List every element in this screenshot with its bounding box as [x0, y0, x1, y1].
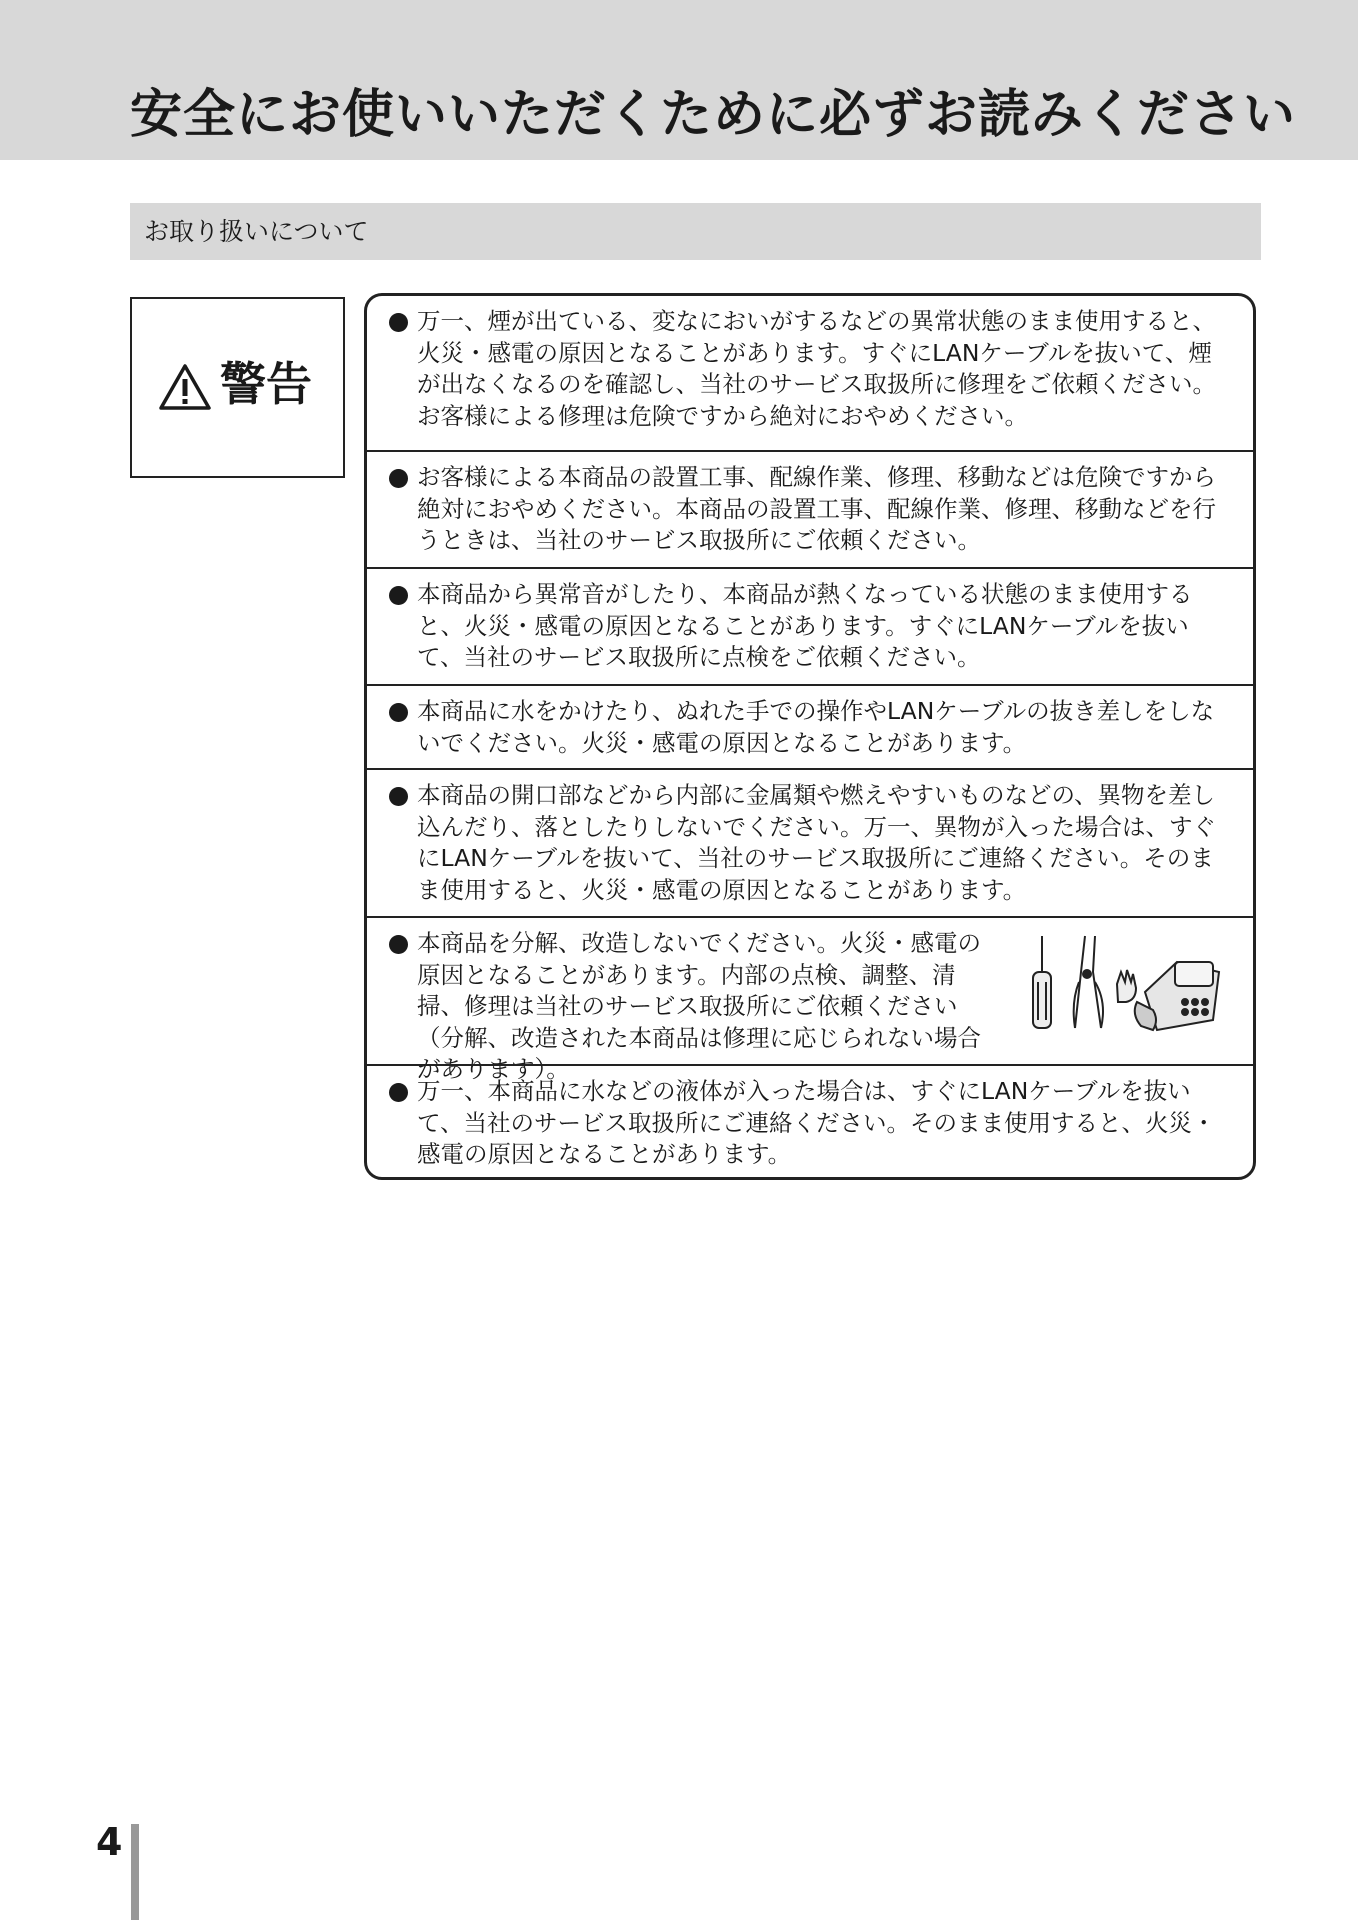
telephone-icon [1135, 962, 1219, 1030]
bullet-icon [389, 703, 408, 722]
warning-item [367, 916, 1253, 1083]
warning-item [367, 768, 1253, 916]
warning-item [367, 296, 1253, 450]
page-title: 安全にお使いいただくために必ずお読みください [130, 85, 1297, 145]
pliers-icon [1074, 936, 1103, 1028]
section-header [130, 203, 1261, 260]
warning-item-text: 本商品を分解、改造しないでください。火災・感電の原因となることがあります。内部の点検、調整、清掃、修理は当社のサービス取扱所にご依頼ください（分解、改造された本商品は修理に応じられない場合があります）。 [417, 929, 981, 1083]
warning-triangle-icon [158, 363, 212, 411]
bullet-icon [389, 787, 408, 806]
warning-label: 警告 [220, 357, 312, 411]
bullet-icon [389, 935, 408, 954]
warning-item-text: 本商品に水をかけたり、ぬれた手での操作やLANケーブルの抜き差しをしないでください。火災・感電の原因となることがあります。 [417, 697, 1215, 757]
bullet-icon [389, 586, 408, 605]
bullet-icon [389, 313, 408, 332]
screwdriver-icon [1033, 936, 1051, 1028]
warning-item-text: 本商品から異常音がしたり、本商品が熱くなっている状態のまま使用すると、火災・感電の原因となることがあります。すぐにLANケーブルを抜いて、当社のサービス取扱所に点検をご依頼ください。 [417, 580, 1193, 671]
warning-item [367, 684, 1253, 768]
warning-item-text: 万一、本商品に水などの液体が入った場合は、すぐにLANケーブルを抜いて、当社のサービス取扱所にご連絡ください。そのまま使用すると、火災・感電の原因となることがあります。 [417, 1077, 1216, 1168]
warning-item-text: お客様による本商品の設置工事、配線作業、修理、移動などは危険ですから絶対におやめください。本商品の設置工事、配線作業、修理、移動などを行うときは、当社のサービス取扱所にご依頼ください。 [417, 463, 1216, 554]
warning-item [367, 567, 1253, 684]
warning-item [367, 1064, 1253, 1180]
warning-panel [364, 293, 1256, 1180]
warning-item-text: 本商品の開口部などから内部に金属類や燃えやすいものなどの、異物を差し込んだり、落としたりしないでください。万一、異物が入った場合は、すぐにLANケーブルを抜いて、当社のサービス取扱所にご連絡ください。そのまま使用すると、火災・感電の原因となることがあります。 [417, 781, 1216, 904]
tools-and-phone-illustration [1027, 932, 1227, 1042]
section-label: お取り扱いについて [144, 217, 369, 246]
bullet-icon [389, 1083, 408, 1102]
hand-icon [1117, 970, 1136, 1002]
warning-item-text: 万一、煙が出ている、変なにおいがするなどの異常状態のまま使用すると、火災・感電の原因となることがあります。すぐにLANケーブルを抜いて、煙が出なくなるのを確認し、当社のサービス取扱所に修理をご依頼ください。お客様による修理は危険ですから絶対におやめください。 [417, 307, 1216, 430]
page-number: 4 [96, 1820, 123, 1864]
warning-label-box [130, 297, 345, 478]
warning-item [367, 450, 1253, 567]
page-tab-marker [131, 1824, 139, 1920]
bullet-icon [389, 469, 408, 488]
